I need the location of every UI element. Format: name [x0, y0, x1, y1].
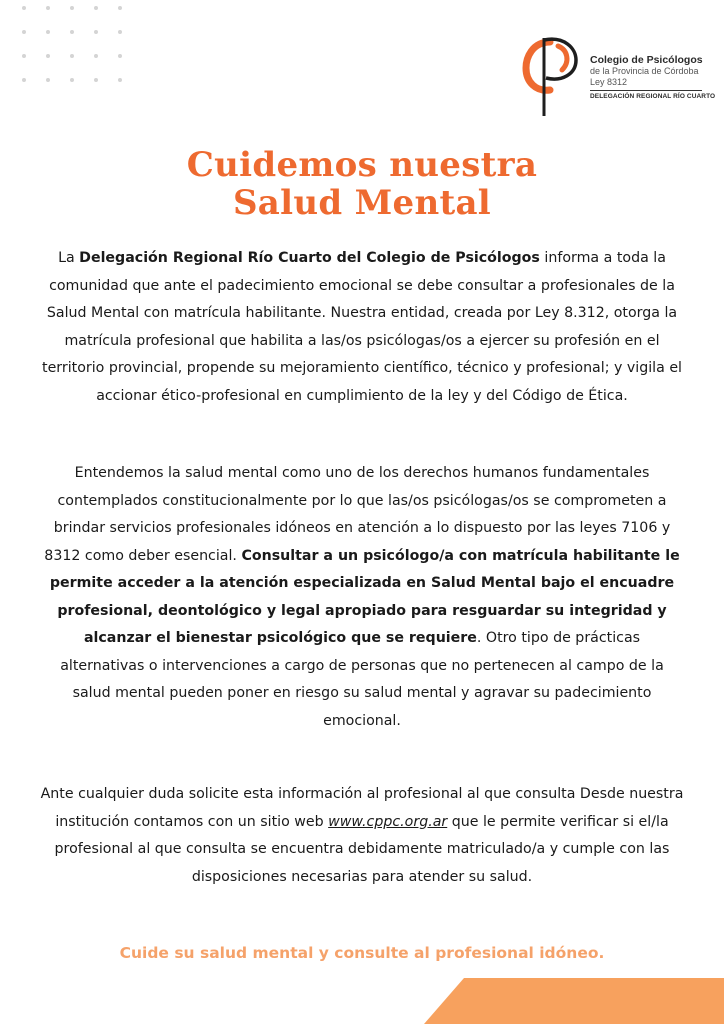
logo-law: Ley 8312 — [590, 76, 628, 87]
paragraph-3 — [40, 781, 684, 891]
logo-province: de la Provincia de Córdoba — [590, 66, 699, 76]
p1-text-2: informa a toda la comunidad que ante el padecimiento emocional se debe consultar a profesionales de la Salud Mental con matrícula habilitante. Nuestra entidad, creada por Ley 8.312, otorga la matrícula profesional que habilita a las/os psicólogas/os a ejercer su profesión en el territorio provincial, propende su mejoramiento científico, técnico y profesional; y vigila el accionar ético-profesional en cumplimiento de la ley y del Código de Ética. — [42, 250, 682, 404]
closing-message: Cuide su salud mental y consulte al profesional idóneo. — [119, 944, 605, 962]
title-line-2: Salud Mental — [232, 183, 492, 223]
title-line-1: Cuidemos nuestra — [186, 145, 538, 185]
logo-delegation: DELEGACIÓN REGIONAL RÍO CUARTO — [590, 93, 716, 100]
logo-divider — [590, 90, 702, 91]
decorative-dot-grid — [22, 6, 132, 106]
paragraph-1 — [40, 245, 684, 410]
p2-text-2: . Otro tipo de prácticas alternativas o intervenciones a cargo de personas que no pertenecen al campo de la salud mental pueden poner en riesgo su salud mental y agravar su padecimiento emocional. — [60, 630, 664, 729]
p2-bold: Consultar a un psicólogo/a con matrícula habilitante le permite acceder a la atención especializada en Salud Mental bajo el encuadre profesional, deontológico y legal apropiado para resguardar su integridad y alcanzar el bienestar psicológico que se requiere — [49, 547, 680, 646]
colegio-logo — [520, 32, 716, 122]
p1-bold: Delegación Regional Río Cuarto del Colegio de Psicólogos — [79, 250, 540, 266]
p3-text-1: Ante cualquier duda solicite esta información al profesional al que consulta Desde nuestra institución contamos con un sitio web — [40, 786, 684, 830]
paragraph-2 — [40, 460, 684, 735]
p1-text-1: La — [58, 250, 80, 266]
p2-text-1: Entendemos la salud mental como uno de los derechos humanos fundamentales contemplados constitucionalmente por lo que las/os psicólogas/os se comprometen a brindar servicios profesionales idóneos en atención a lo dispuesto por las leyes 7106 y 8312 como deber esencial. — [44, 465, 671, 564]
corner-decoration — [424, 978, 724, 1024]
website-link[interactable]: www.cppc.org.ar — [328, 813, 448, 830]
cp-monogram-icon — [520, 32, 580, 118]
logo-name: Colegio de Psicólogos — [590, 54, 703, 66]
p3-text-2: que le permite verificar si el/la profesional al que consulta se encuentra debidamente matriculado/a y cumple con las disposiciones necesarias para atender su salud. — [54, 813, 670, 885]
page-title — [0, 146, 724, 222]
